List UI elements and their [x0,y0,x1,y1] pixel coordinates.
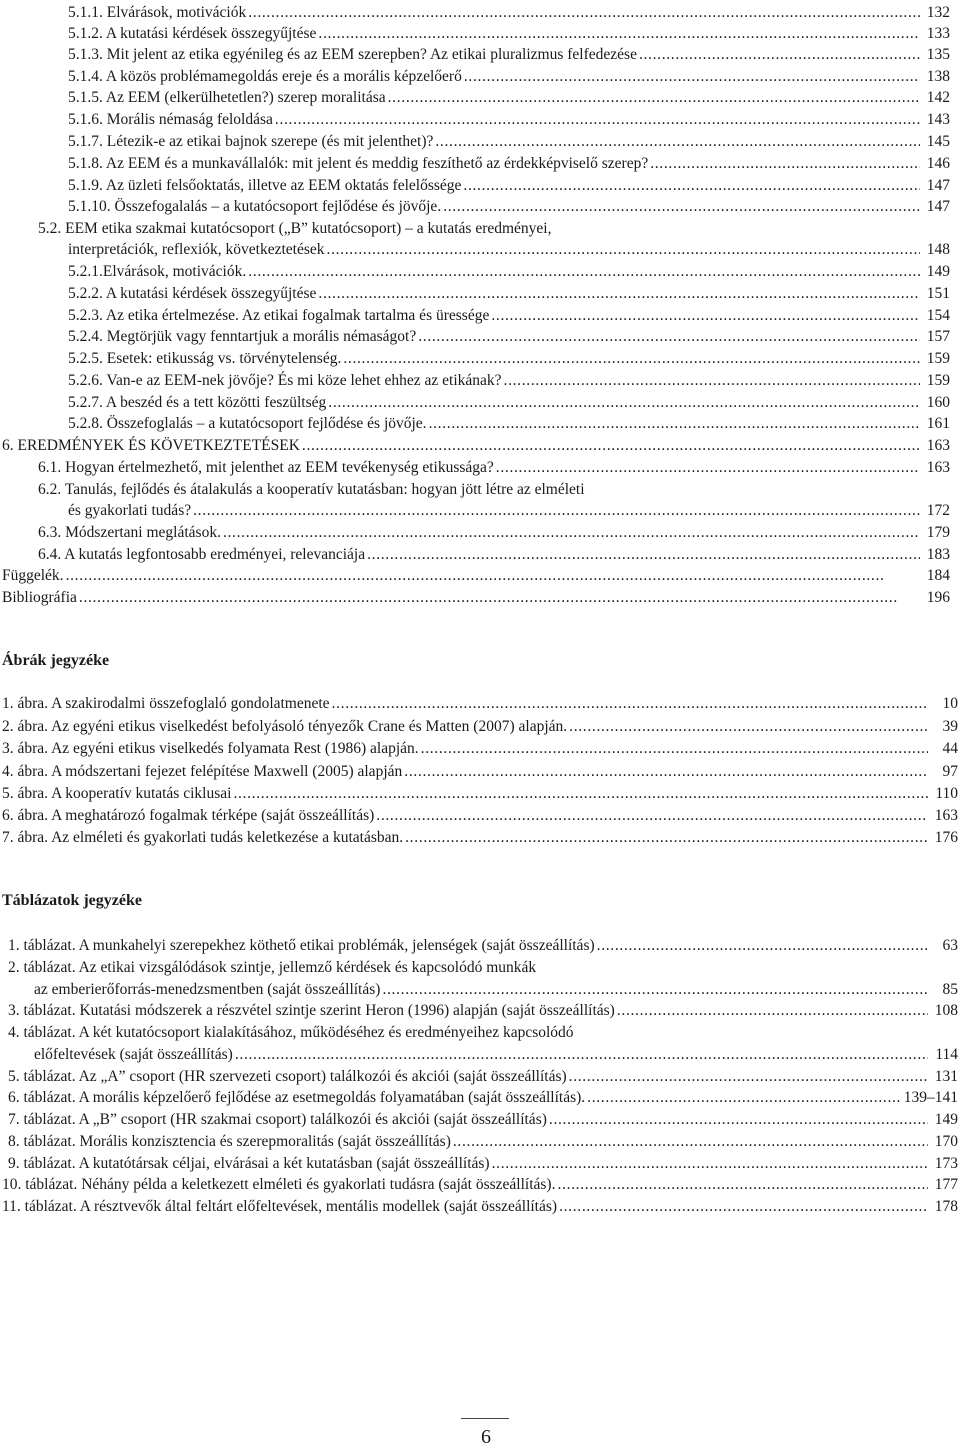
toc-entry-title: 5.1.5. Az EEM (elkerülhetetlen?) szerep moralitása [68,89,386,106]
toc-entry-title: 5.2.7. A beszéd és a tett közötti feszültség [68,394,327,411]
toc-entry-page: 132 [926,4,950,21]
leader-dots [318,284,920,304]
toc-entry[interactable] [68,501,950,521]
leader-dots [650,154,920,174]
toc-entry-page: 157 [926,328,950,345]
leader-dots [405,828,928,848]
leader-dots [275,110,920,130]
leader-dots [464,67,920,87]
leader-dots [557,1175,928,1195]
toc-entry[interactable] [68,306,950,326]
footer-rule [461,1418,509,1419]
figure-entry-title: 7. ábra. Az elméleti és gyakorlati tudás keletkezése a kutatásban. [2,829,404,846]
figures-heading: Ábrák jegyzéke [2,652,110,669]
toc-entry-page: 163 [926,437,950,454]
leader-dots [559,1197,928,1217]
toc-entry-title: 5.2.6. Van-e az EEM-nek jövője? És mi köze lehet ehhez az etikának? [68,372,502,389]
toc-entry-page: 146 [926,155,950,172]
figure-entry-page: 97 [942,763,958,780]
leader-dots [549,1110,928,1130]
table-entry-page: 170 [934,1133,958,1150]
toc-entry-title-line1[interactable]: 6.2. Tanulás, fejlődés és átalakulás a kooperatív kutatásban: hogyan jött létre az elméleti [38,481,585,498]
toc-entry-page: 148 [926,241,950,258]
leader-dots [318,24,920,44]
table-entry[interactable] [8,1001,958,1021]
figure-entry-page: 176 [934,829,958,846]
figure-entry-page: 163 [934,807,958,824]
toc-entry-page: 160 [926,394,950,411]
toc-entry[interactable] [68,240,950,260]
toc-entry-page: 154 [926,307,950,324]
leader-dots [463,176,920,196]
page-number: 6 [481,1426,491,1448]
toc-entry-page: 184 [926,567,950,584]
toc-entry[interactable] [2,588,950,608]
table-entry-title: 5. táblázat. Az „A” csoport (HR szervezeti csoport) találkozói és akciói (saját összeállítás) [8,1068,567,1085]
toc-entry[interactable] [68,197,950,217]
toc-entry[interactable] [68,327,950,347]
leader-dots [421,739,928,759]
table-entry-title: előfeltevések (saját összeállítás) [34,1046,233,1063]
table-entry-title: az emberierőforrás-menedzsmentben (saját összeállítás) [34,981,381,998]
leader-dots [66,566,920,586]
toc-entry-title: 5.2.5. Esetek: etikusság vs. törvénytelenség. [68,350,342,367]
toc-entry-page: 179 [926,524,950,541]
toc-entry[interactable] [68,24,950,44]
table-entry-title-line1[interactable]: 4. táblázat. A két kutatócsoport kialakításához, működéséhez és eredményeihez kapcsolódó [8,1024,574,1041]
toc-entry-page: 151 [926,285,950,302]
table-entry[interactable] [2,1175,958,1195]
figure-entry[interactable] [2,762,958,782]
leader-dots [496,458,920,478]
toc-entry[interactable] [38,458,950,478]
toc-entry-title: interpretációk, reflexiók, következtetések [68,241,325,258]
figure-entry[interactable] [2,784,958,804]
leader-dots [388,88,920,108]
toc-entry-title: 6.4. A kutatás legfontosabb eredményei, relevanciája [38,546,366,563]
toc-entry-page: 159 [926,350,950,367]
leader-dots [382,980,928,1000]
toc-entry-title: 5.1.9. Az üzleti felsőoktatás, illetve az EEM oktatás felelőssége [68,177,462,194]
toc-entry-title-line1[interactable]: 5.2. EEM etika szakmai kutatócsoport („B” kutatócsoport) – a kutatás eredményei, [38,220,552,237]
toc-entry-title: 5.2.2. A kutatási kérdések összegyűjtése [68,285,317,302]
table-entry-title: 11. táblázat. A résztvevők által feltárt előfeltevések, mentális modellek (saját összeállítás) [2,1198,558,1215]
leader-dots [569,1067,928,1087]
table-entry-page: 173 [934,1155,958,1172]
figure-entry-title: 3. ábra. Az egyéni etikus viselkedés folyamata Rest (1986) alapján. [2,740,419,757]
figure-entry-title: 5. ábra. A kooperatív kutatás ciklusai [2,785,232,802]
table-entry-page: 63 [942,937,958,954]
toc-entry-title: 6. EREDMÉNYEK ÉS KÖVETKEZTETÉSEK [2,437,300,454]
leader-dots [302,436,920,456]
toc-entry[interactable] [68,284,950,304]
figure-entry-page: 39 [942,718,958,735]
toc-entry[interactable] [68,132,950,152]
toc-entry-title: Bibliográfia [2,589,77,606]
toc-entry[interactable] [68,262,950,282]
toc-entry-title: 5.1.3. Mit jelent az etika egyénileg és az EEM szerepben? Az etikai pluralizmus felfedezése [68,46,637,63]
leader-dots [491,306,920,326]
leader-dots [223,523,920,543]
leader-dots [248,262,920,282]
toc-entry-title: 6.3. Módszertani meglátások. [38,524,221,541]
table-entry-page: 131 [934,1068,958,1085]
table-entry-page: 149 [934,1111,958,1128]
toc-entry-page: 147 [926,198,950,215]
table-entry-page: 85 [942,981,958,998]
toc-entry-title: 5.1.10. Összefogalalás – a kutatócsoport fejlődése és jövője. [68,198,442,215]
toc-entry-title: 5.2.1.Elvárások, motivációk. [68,263,247,280]
toc-entry[interactable] [68,110,950,130]
toc-entry-title: 5.1.6. Morális némaság feloldása [68,111,273,128]
toc-entry-title: 5.1.2. A kutatási kérdések összegyűjtése [68,25,317,42]
table-entry-title: 1. táblázat. A munkahelyi szerepekhez köthető etikai problémák, jelenségek (saját összeállítás) [8,937,595,954]
toc-entry[interactable] [68,371,950,391]
table-entry[interactable] [8,1067,958,1087]
toc-entry-title: 5.2.3. Az etika értelmezése. Az etikai fogalmak tartalma és üressége [68,307,490,324]
toc-entry[interactable] [2,436,950,456]
leader-dots [569,717,928,737]
table-entry-page: 177 [934,1176,958,1193]
toc-entry-title: 5.1.8. Az EEM és a munkavállalók: mit jelent és meddig feszíthető az érdekképviselő szerep? [68,155,649,172]
toc-entry[interactable] [68,67,950,87]
toc-entry[interactable] [68,176,950,196]
table-entry[interactable] [8,1154,958,1174]
toc-entry-title: és gyakorlati tudás? [68,502,192,519]
toc-entry[interactable] [68,3,950,23]
toc-entry-page: 183 [926,546,950,563]
table-entry[interactable] [8,1132,958,1152]
figure-entry-title: 6. ábra. A meghatározó fogalmak térképe (saját összeállítás) [2,807,375,824]
table-entry-page: 139–141 [903,1089,958,1106]
table-entry-page: 178 [934,1198,958,1215]
toc-entry-page: 145 [926,133,950,150]
table-entry[interactable] [34,1045,958,1065]
toc-entry-page: 196 [926,589,950,606]
figure-entry-title: 1. ábra. A szakirodalmi összefoglaló gondolatmenete [2,695,330,712]
toc-entry[interactable] [68,393,950,413]
leader-dots [587,1088,902,1108]
leader-dots [376,806,928,826]
figure-entry-page: 44 [942,740,958,757]
toc-entry-page: 138 [926,68,950,85]
toc-entry[interactable] [68,88,950,108]
figure-entry-title: 4. ábra. A módszertani fejezet felépítése Maxwell (2005) alapján [2,763,403,780]
table-entry-title: 7. táblázat. A „B” csoport (HR szakmai csoport) találkozói és akciói (saját összeállítás) [8,1111,547,1128]
leader-dots [248,3,920,23]
figure-entry[interactable] [2,717,958,737]
figure-entry[interactable] [2,694,958,714]
toc-entry-title: 5.1.4. A közös problémamegoldás ereje és a morális képzelőerő [68,68,462,85]
toc-entry-title: 5.2.8. Összefoglalás – a kutatócsoport fejlődése és jövője. [68,415,427,432]
leader-dots [492,1154,928,1174]
toc-entry-page: 142 [926,89,950,106]
leader-dots [429,414,920,434]
table-entry-title: 3. táblázat. Kutatási módszerek a részvétel szintje szerint Heron (1996) alapján (saját összeállítás) [8,1002,615,1019]
leader-dots [235,1045,928,1065]
figure-entry-title: 2. ábra. Az egyéni etikus viselkedést befolyásoló tényezők Crane és Matten (2007) alapján. [2,718,568,735]
toc-entry-title: 5.1.1. Elvárások, motivációk [68,4,247,21]
toc-entry-page: 143 [926,111,950,128]
tables-heading: Táblázatok jegyzéke [2,892,142,909]
table-entry-title: 10. táblázat. Néhány példa a keletkezett elméleti és gyakorlati tudásra (saját összeállítás). [2,1176,556,1193]
toc-entry[interactable] [68,414,950,434]
toc-entry-page: 135 [926,46,950,63]
toc-entry-title: 5.1.7. Létezik-e az etikai bajnok szerepe (és mit jelenthet)? [68,133,434,150]
toc-entry[interactable] [38,523,950,543]
toc-entry-page: 133 [926,25,950,42]
table-entry-title: 8. táblázat. Morális konzisztencia és szerepmoralitás (saját összeállítás) [8,1133,451,1150]
leader-dots [435,132,920,152]
toc-entry[interactable] [2,566,950,586]
leader-dots [327,240,921,260]
toc-entry-page: 159 [926,372,950,389]
toc-entry-title: 5.2.4. Megtörjük vagy fenntartjuk a morális némaságot? [68,328,417,345]
table-entry-page: 108 [934,1002,958,1019]
toc-entry-page: 172 [926,502,950,519]
leader-dots [504,371,920,391]
leader-dots [79,588,920,608]
table-entry-page: 114 [935,1046,958,1063]
toc-entry-title: 6.1. Hogyan értelmezhető, mit jelenthet az EEM tevékenység etikussága? [38,459,494,476]
leader-dots [404,762,928,782]
toc-entry[interactable] [68,45,950,65]
toc-entry[interactable] [38,545,950,565]
leader-dots [367,545,920,565]
toc-entry-page: 161 [926,415,950,432]
toc-entry-page: 149 [926,263,950,280]
leader-dots [597,936,928,956]
table-entry-title-line1[interactable]: 2. táblázat. Az etikai vizsgálódások szintje, jellemző kérdések és kapcsolódó munkák [8,959,537,976]
leader-dots [343,349,920,369]
table-entry[interactable] [2,1197,958,1217]
leader-dots [418,327,920,347]
leader-dots [617,1001,928,1021]
table-entry[interactable] [8,1110,958,1130]
table-entry[interactable] [8,936,958,956]
figure-entry-page: 10 [942,695,958,712]
figure-entry-page: 110 [935,785,958,802]
leader-dots [193,501,920,521]
toc-entry-page: 147 [926,177,950,194]
table-entry[interactable] [8,1088,958,1108]
figure-entry[interactable] [2,806,958,826]
leader-dots [328,393,920,413]
leader-dots [639,45,920,65]
leader-dots [332,694,928,714]
toc-entry[interactable] [68,154,950,174]
leader-dots [233,784,928,804]
figure-entry[interactable] [2,739,958,759]
toc-entry[interactable] [68,349,950,369]
table-entry-title: 6. táblázat. A morális képzelőerő fejlődése az esetmegoldás folyamatában (saját összeállítás). [8,1089,586,1106]
leader-dots [453,1132,928,1152]
leader-dots [443,197,920,217]
toc-entry-page: 163 [926,459,950,476]
toc-entry-title: Függelék. [2,567,64,584]
figure-entry[interactable] [2,828,958,848]
table-entry[interactable] [34,980,958,1000]
table-entry-title: 9. táblázat. A kutatótársak céljai, elvárásai a két kutatásban (saját összeállítás) [8,1155,490,1172]
